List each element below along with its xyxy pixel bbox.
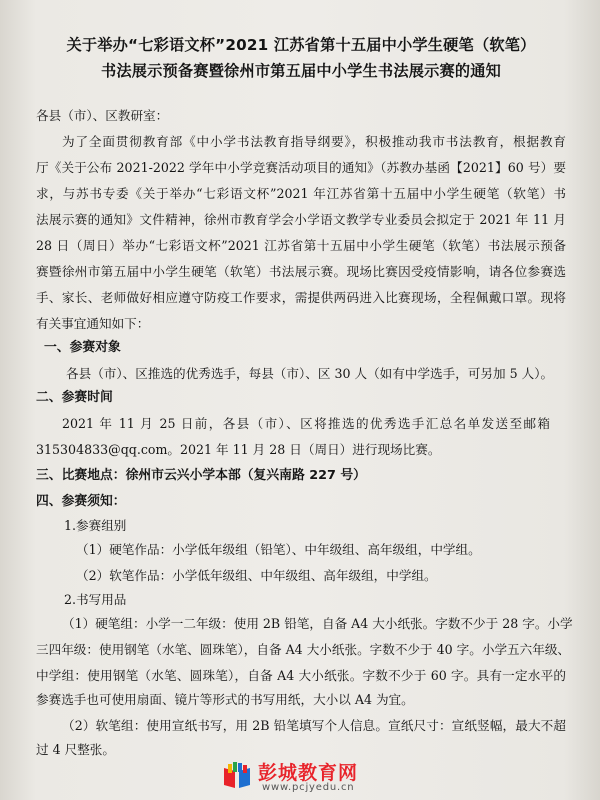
section-text: 315304833@qq.com。2021 年 11 月 28 日（周日）进行现场比赛。 (36, 442, 441, 457)
watermark-url: www.pcjyedu.cn (262, 782, 355, 793)
section-heading: 三、比赛地点：徐州市云兴小学本部（复兴南路 227 号） (36, 468, 366, 483)
list-item: 三四年级：使用钢笔（水笔、圆珠笔），自备 A4 大小纸张。字数不少于 40 字。小学五六年级、 (36, 642, 571, 657)
intro-line: 手、家长、老师做好相应遵守防疫工作要求，需提供两码进入比赛现场，全程佩戴口罩。现将 (36, 290, 566, 305)
list-item: （2）软笔组：使用宣纸书写，用 2B 铅笔填写个人信息。宣纸尺寸：宣纸竖幅，最大不超 (62, 718, 566, 733)
list-item: 过 4 尺整张。 (36, 742, 115, 757)
list-item: （1）硬笔组：小学一二年级：使用 2B 铅笔，自备 A4 大小纸张。字数不少于 28 字。小学 (62, 616, 573, 631)
intro-line: 有关事宜通知如下： (36, 316, 150, 331)
intro-line: 28 日（周日）举办“七彩语文杯”2021 江苏省第十五届中小学生硬笔（软笔）书法展示预备 (36, 238, 566, 253)
section-heading: 四、参赛须知： (36, 494, 126, 509)
salutation: 各县（市）、区教研室： (36, 108, 169, 123)
list-item: （1）硬笔作品：小学低年级组（铅笔）、中年级组、高年级组，中学组。 (76, 542, 481, 557)
intro-line: 赛暨徐州市第五届中小学生硬笔（软笔）书法展示赛。现场比赛因受疫情影响，请各位参赛选 (36, 264, 566, 279)
site-watermark (222, 758, 422, 796)
title-line-2: 书法展示预备赛暨徐州市第五届中小学生书法展示赛的通知 (100, 62, 502, 80)
intro-line: 求，与苏书专委《关于举办“七彩语文杯”2021 年江苏省第十五届中小学生硬笔（软笔）书 (36, 186, 566, 201)
section-text: 各县（市）、区推选的优秀选手，每县（市）、区 30 人（如有中学选手，可另加 5 人）。 (66, 366, 554, 381)
intro-line: 法展示赛的通知》文件精神，徐州市教育学会小学语文教学专业委员会拟定于 2021 年 11 月 (36, 212, 566, 227)
section-heading: 二、参赛时间 (36, 390, 113, 405)
list-item: （2）软笔作品：小学低年级组、中年级组、高年级组，中学组。 (76, 568, 437, 583)
intro-line: 厅《关于公布 2021-2022 学年中小学竞赛活动项目的通知》（苏教办基函【2021】60 号）要 (36, 160, 566, 175)
list-item: 参赛选手也可使用扇面、镜片等形式的书写用纸，大小以 A4 为宜。 (36, 692, 414, 707)
section-text: 2021 年 11 月 25 日前，各县（市）、区将推选的优秀选手汇总名单发送至邮箱 (62, 416, 550, 431)
subsection-heading: 1.参赛组别 (64, 518, 127, 533)
book-logo-icon (222, 762, 252, 790)
watermark-site-name: 彭城教育网 (258, 762, 359, 784)
intro-line: 为了全面贯彻教育部《中小学书法教育指导纲要》，积极推动我市书法教育，根据教育 (62, 134, 566, 149)
list-item: 中学组：使用钢笔（水笔、圆珠笔），自备 A4 大小纸张。字数不少于 60 字。具有一定水平的 (36, 668, 566, 683)
section-heading: 一、参赛对象 (44, 340, 121, 355)
subsection-heading: 2.书写用品 (64, 592, 127, 607)
title-line-1: 关于举办“七彩语文杯”2021 江苏省第十五届中小学生硬笔（软笔） (66, 36, 536, 54)
